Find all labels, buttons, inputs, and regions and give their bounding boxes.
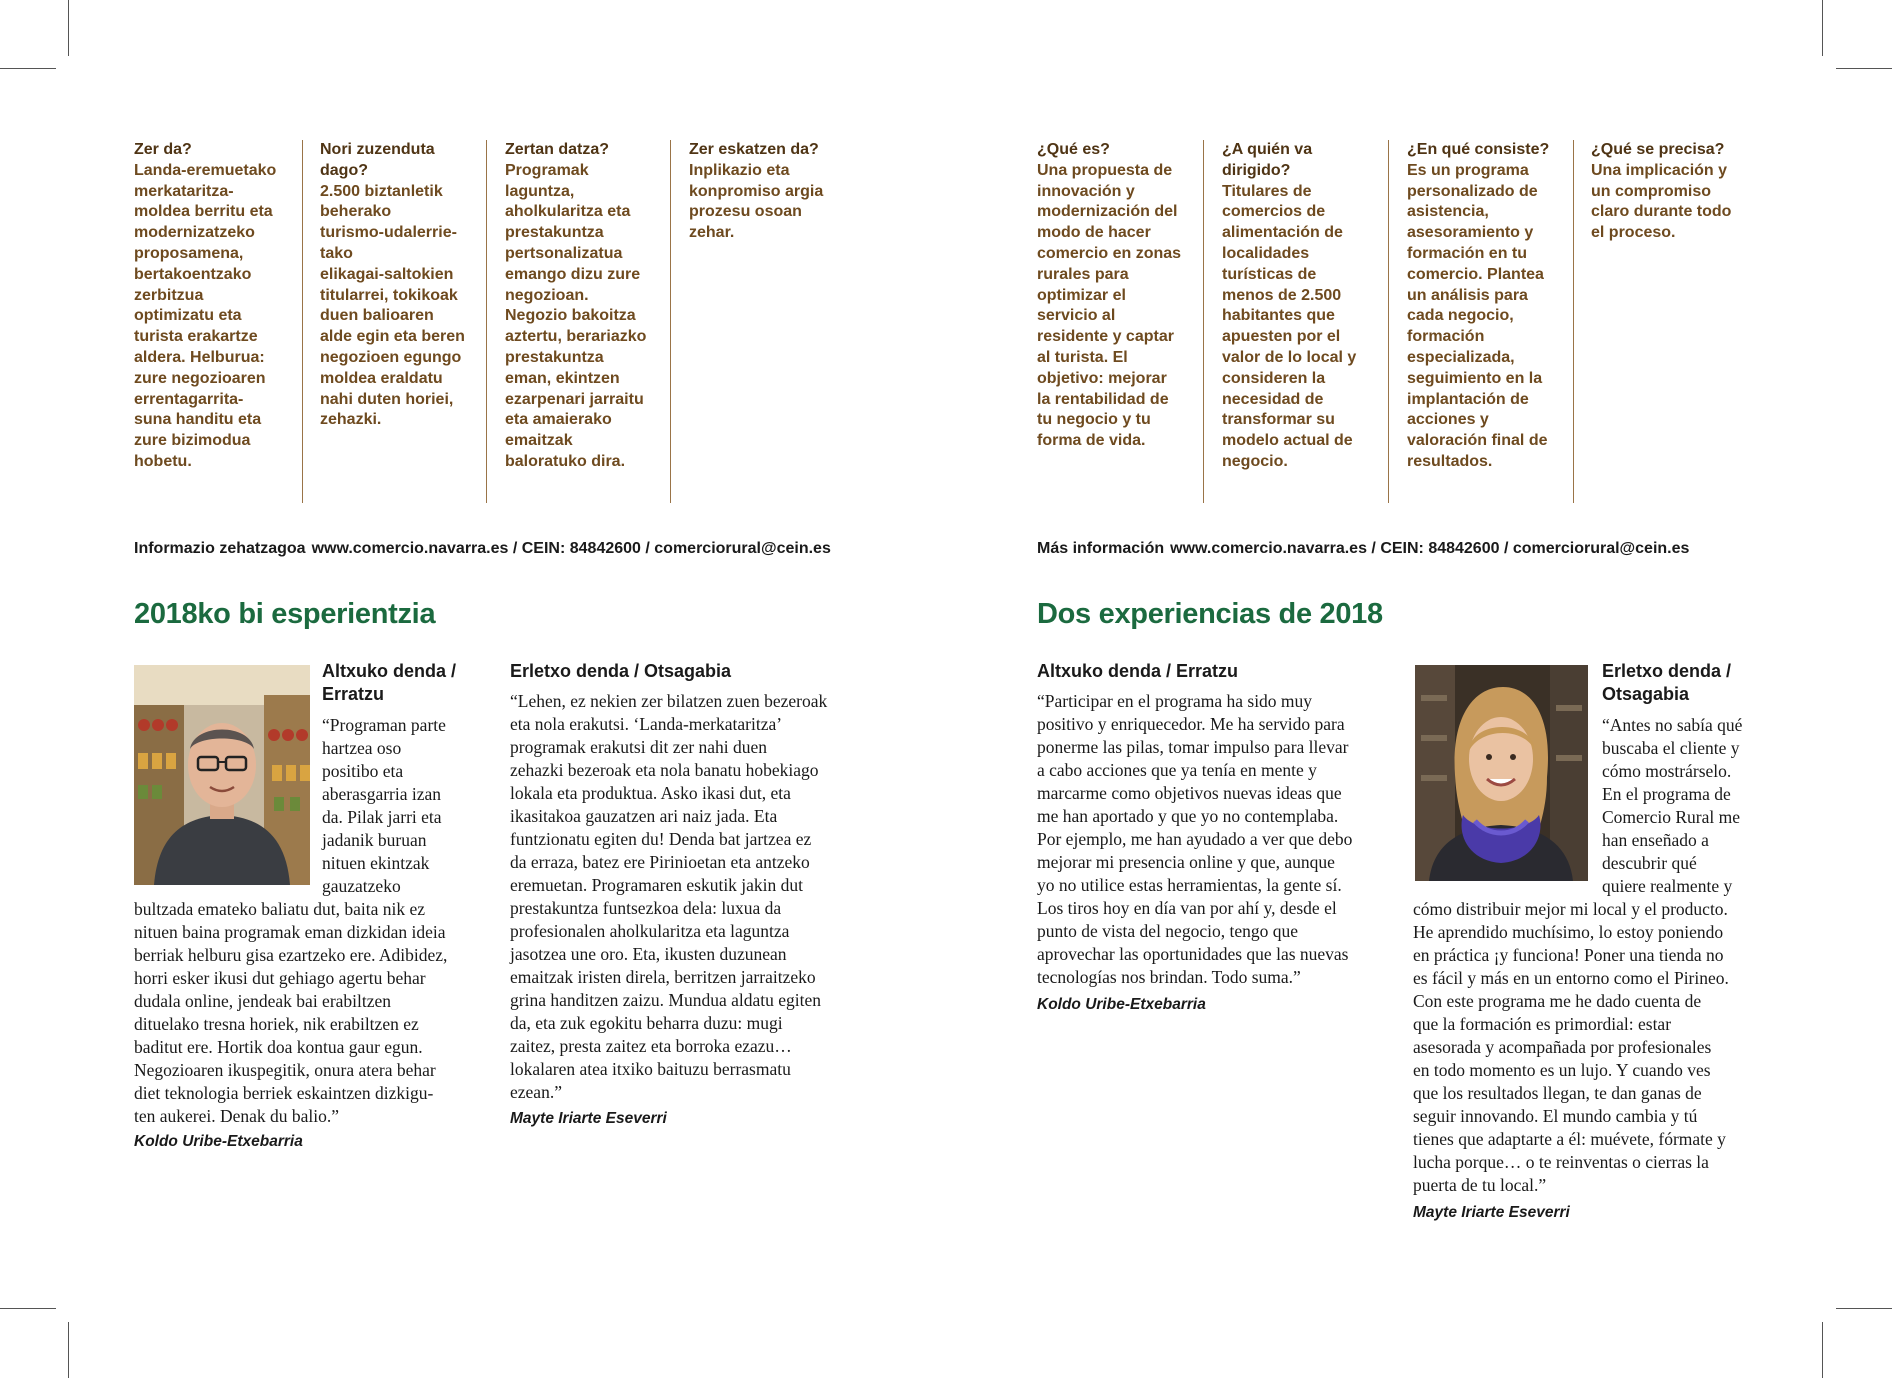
testimonial-text: “Lehen, ez nekien zer bilatzen zuen bezeroak eta nola erakutsi. ‘Landa-merkataritza’ programak erakutsi dit zer nahi duen zehazki bezeroak eta nola banatu hobekiago lokala eta produktua. Asko ikasi dut, eta ikasitakoa gauzatzen ari naiz jada. Eta funtzionatu egiten du! Denda bat jartzea ez da erraza, batez ere Pirinioetan eta antzeko eremuetan. Programaren eskutik jakin dut prestakuntza funtsezkoa dela: luxua da profesionalen aholkularitza eta laguntza jasotzea une oro. Eta, ikusten duzunean emaitzak iristen direla, berritzen jarraitzeko grina handitzen zaizu. Mundua aldatu egiten da, eta zuk egokitu beharra duzu: mugi zaitez, presta zaitez eta borroka ezazu… lokalaren atea itxiko baituzu berrasmatu ezean.” [510, 691, 828, 1102]
more-info-contacts: www.comercio.navarra.es / CEIN: 84842600 / comerciorural@cein.es [1170, 540, 1690, 557]
testimonial-author: Mayte Iriarte Eseverri [1413, 1204, 1570, 1221]
store-name: Erletxo denda / Otsagabia [510, 661, 732, 681]
more-info [134, 540, 831, 558]
testimonial-author: Koldo Uribe-Etxebarria [134, 1133, 303, 1150]
info-column [1037, 140, 1207, 503]
column-question: Zer da? [134, 141, 192, 158]
column-question: ¿En qué consiste? [1407, 141, 1550, 158]
more-info-label: Más información [1037, 540, 1165, 557]
column-question: Zer eskatzen da? [689, 141, 819, 158]
column-question: ¿Qué es? [1037, 141, 1110, 158]
section-heading: 2018ko bi esperientzia [134, 598, 436, 630]
crop-mark [1822, 0, 1823, 56]
testimonial-author: Mayte Iriarte Eseverri [510, 1110, 667, 1127]
testimonial-text-continued: bultzada emateko baliatu dut, baita nik ez nituen baina programak eman dizkidan ideia berriak helburu gisa ezartzeko ere. Adibidez, horri esker ikusi dut gehiago agertu behar dudala online, jendeak bai erabiltzen dituelako tresna horiek, nik erabiltzen ez baditut ere. Hortik doa kontua gaur egun. Negozioaren ikuspegitik, onura atera behar diet teknologia berriek eskaintzen dizkigu- ten aukerei. Denak du balio.” [134, 899, 448, 1126]
column-question: Nori zuzenduta dago? [320, 141, 435, 179]
crop-mark [0, 68, 56, 69]
column-answer: Una implicación y un compromiso claro durante todo el proceso. [1591, 161, 1732, 242]
column-question: ¿A quién va dirigido? [1222, 141, 1313, 179]
crop-mark [1836, 68, 1892, 69]
info-column [134, 140, 304, 503]
column-answer: Una propuesta de innovación y modernización del modo de hacer comercio en zonas rurales para optimizar el servicio al residente y captar al turista. El objetivo: mejorar la rentabilidad de tu negocio y tu forma de vida. [1037, 161, 1182, 450]
portrait-photo-mayte [1415, 665, 1588, 881]
testimonial-author: Koldo Uribe-Etxebarria [1037, 996, 1206, 1013]
store-name: Altxuko denda / Erratzu [1037, 661, 1239, 681]
portrait-mayte-illustration [1415, 665, 1588, 881]
info-column [1388, 140, 1574, 503]
column-answer: 2.500 biztanletik beherako turismo-udalerrie- tako elikagai-saltokien titularrei, tokikoak duen balioaren alde egin eta beren negozioen egungo moldea eraldatu nahi duten horiei, zehazki. [320, 182, 465, 429]
more-info-label: Informazio zehatzagoa [134, 540, 306, 557]
testimonial-text: “Participar en el programa ha sido muy positivo y enriquecedor. Me ha servido para ponerme las pilas, tomar impulso para llevar a cabo acciones que ya tenía en mente y marcarme como objetivos nuevas ideas que me han aportado y que yo no contemplaba. Por ejemplo, me han ayudado a ver que debo mejorar mi presencia online y que, aunque yo no utilice estas herramientas, la gente sí. Los tiros hoy en día van por ahí y, desde el punto de vista del negocio, tengo que aprovechar las oportunidades que las nuevas tecnologías nos brindan. Todo suma.” [1037, 691, 1353, 987]
info-column [302, 140, 487, 503]
column-answer: Landa-eremuetako merkataritza- moldea berritu eta modernizatzeko proposamena, bertakoentzako zerbitzua optimizatu eta turista erakartze aldera. Helburua: zure negozioaren errentagarrita- suna handitu eta zure bizimodua hobetu. [134, 161, 277, 470]
column-question: Zertan datza? [505, 141, 610, 158]
crop-mark [68, 1322, 69, 1378]
portrait-koldo-illustration [134, 665, 310, 885]
column-answer: Programak laguntza, aholkularitza eta prestakuntza pertsonalizatua emango dizu zure negozioan. Negozio bakoitza aztertu, berariazko prestakuntza eman, ekintzen ezarpenari jarraitu eta amaierako emaitzak baloratuko dira. [505, 161, 647, 470]
column-answer: Es un programa personalizado de asistencia, asesoramiento y formación en tu comercio. Plantea un análisis para cada negocio, formación especializada, seguimiento en la implantación de acciones y valoración final de resultados. [1407, 161, 1548, 470]
testimonial-text-continued: cómo distribuir mejor mi local y el producto. He aprendido muchísimo, lo estoy poniendo en práctica ¡y funciona! Poner una tienda no es fácil y más en un entorno como el Pirineo. Con este programa me he dado cuenta de que la formación es primordial: estar asesorada y acompañada por profesionales en todo momento es un lujo. Y cuando ves que los resultados llegan, te dan ganas de seguir innovando. El mundo cambia y tú tienes que adaptarte a él: muévete, fórmate y lucha porque… o te reinventas o cierras la puerta de tu local.” [1413, 899, 1729, 1195]
more-info [1037, 540, 1689, 558]
info-column [486, 140, 671, 503]
portrait-photo-koldo [134, 665, 310, 885]
crop-mark [68, 0, 69, 56]
crop-mark [1822, 1322, 1823, 1378]
more-info-contacts: www.comercio.navarra.es / CEIN: 84842600 / comerciorural@cein.es [311, 540, 831, 557]
section-heading: Dos experiencias de 2018 [1037, 598, 1383, 630]
crop-mark [0, 1308, 56, 1309]
info-column [670, 140, 855, 503]
column-question: ¿Qué se precisa? [1591, 141, 1725, 158]
info-column [1573, 140, 1759, 503]
column-answer: Inplikazio eta konpromiso argia prozesu osoan zehar. [689, 161, 824, 242]
store-name: Altxuko denda / Erratzu [322, 661, 457, 704]
column-answer: Titulares de comercios de alimentación de localidades turísticas de menos de 2.500 habitantes que apuesten por el valor de lo local y consideren la necesidad de transformar su modelo actual de negocio. [1222, 182, 1357, 470]
testimonial-text: “Programan parte hartzea oso positibo eta aberasgarria izan da. Pilak jarri eta jadanik buruan nituen ekintzak gauzatzeko [322, 715, 446, 896]
info-column [1203, 140, 1389, 503]
crop-mark [1836, 1308, 1892, 1309]
testimonial-text: “Antes no sabía qué buscaba el cliente y cómo mostrárselo. En el programa de Comercio Rural me han enseñado a descubrir qué quiere realmente y [1602, 715, 1743, 896]
store-name: Erletxo denda / Otsagabia [1602, 661, 1732, 704]
